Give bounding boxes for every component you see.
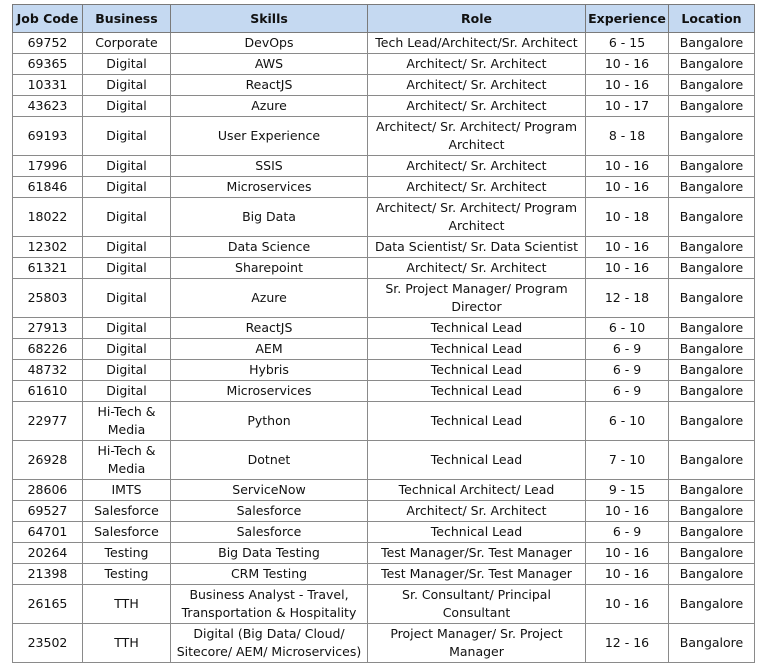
cell-job-code: 10331 (13, 75, 83, 96)
cell-job-code: 27913 (13, 318, 83, 339)
table-row (13, 198, 755, 237)
header-location: Location (669, 5, 755, 33)
cell-business: Digital (83, 381, 171, 402)
cell-job-code: 22977 (13, 402, 83, 441)
cell-experience: 10 - 16 (586, 258, 669, 279)
cell-experience: 10 - 16 (586, 237, 669, 258)
cell-skills: ReactJS (171, 318, 368, 339)
cell-role: Project Manager/ Sr. Project Manager (368, 624, 586, 663)
cell-business: TTH (83, 624, 171, 663)
cell-job-code: 61846 (13, 177, 83, 198)
cell-role: Technical Lead (368, 360, 586, 381)
cell-role: Tech Lead/Architect/Sr. Architect (368, 33, 586, 54)
table-row (13, 54, 755, 75)
cell-business: Digital (83, 279, 171, 318)
cell-skills: Business Analyst - Travel, Transportation & Hospitality (171, 585, 368, 624)
header-row (13, 5, 755, 33)
table-row (13, 522, 755, 543)
cell-job-code: 21398 (13, 564, 83, 585)
cell-business: Digital (83, 96, 171, 117)
cell-role: Technical Lead (368, 381, 586, 402)
table-row (13, 156, 755, 177)
cell-business: Digital (83, 156, 171, 177)
cell-skills: Digital (Big Data/ Cloud/ Sitecore/ AEM/ Microservices) (171, 624, 368, 663)
cell-skills: Azure (171, 96, 368, 117)
cell-skills: SSIS (171, 156, 368, 177)
cell-skills: Big Data Testing (171, 543, 368, 564)
cell-business: Hi-Tech & Media (83, 441, 171, 480)
cell-location: Bangalore (669, 381, 755, 402)
cell-location: Bangalore (669, 54, 755, 75)
cell-job-code: 43623 (13, 96, 83, 117)
cell-business: Digital (83, 237, 171, 258)
cell-experience: 10 - 16 (586, 156, 669, 177)
cell-role: Technical Lead (368, 402, 586, 441)
cell-business: Digital (83, 117, 171, 156)
cell-skills: DevOps (171, 33, 368, 54)
cell-job-code: 68226 (13, 339, 83, 360)
cell-role: Sr. Consultant/ Principal Consultant (368, 585, 586, 624)
table-row (13, 318, 755, 339)
cell-location: Bangalore (669, 543, 755, 564)
cell-location: Bangalore (669, 177, 755, 198)
cell-business: Hi-Tech & Media (83, 402, 171, 441)
cell-skills: Microservices (171, 177, 368, 198)
table-row (13, 339, 755, 360)
cell-role: Architect/ Sr. Architect (368, 501, 586, 522)
table-row (13, 75, 755, 96)
cell-job-code: 25803 (13, 279, 83, 318)
table-row (13, 117, 755, 156)
cell-role: Architect/ Sr. Architect/ Program Architect (368, 117, 586, 156)
cell-skills: Python (171, 402, 368, 441)
cell-skills: Salesforce (171, 501, 368, 522)
cell-experience: 10 - 16 (586, 564, 669, 585)
cell-role: Architect/ Sr. Architect (368, 156, 586, 177)
cell-job-code: 69527 (13, 501, 83, 522)
cell-skills: Sharepoint (171, 258, 368, 279)
cell-experience: 10 - 16 (586, 543, 669, 564)
cell-business: Digital (83, 339, 171, 360)
cell-role: Architect/ Sr. Architect (368, 96, 586, 117)
cell-experience: 9 - 15 (586, 480, 669, 501)
cell-job-code: 69193 (13, 117, 83, 156)
cell-location: Bangalore (669, 117, 755, 156)
cell-role: Technical Lead (368, 339, 586, 360)
table-row (13, 237, 755, 258)
cell-business: TTH (83, 585, 171, 624)
cell-job-code: 69752 (13, 33, 83, 54)
cell-experience: 10 - 16 (586, 585, 669, 624)
cell-location: Bangalore (669, 624, 755, 663)
cell-experience: 8 - 18 (586, 117, 669, 156)
table-row (13, 279, 755, 318)
header-skills: Skills (171, 5, 368, 33)
cell-business: Testing (83, 564, 171, 585)
cell-business: Digital (83, 360, 171, 381)
cell-role: Architect/ Sr. Architect/ Program Architect (368, 198, 586, 237)
cell-experience: 10 - 16 (586, 75, 669, 96)
cell-role: Architect/ Sr. Architect (368, 258, 586, 279)
cell-skills: Big Data (171, 198, 368, 237)
cell-location: Bangalore (669, 198, 755, 237)
cell-business: Salesforce (83, 501, 171, 522)
cell-skills: Azure (171, 279, 368, 318)
cell-skills: Salesforce (171, 522, 368, 543)
cell-experience: 6 - 9 (586, 522, 669, 543)
cell-location: Bangalore (669, 339, 755, 360)
cell-business: Digital (83, 75, 171, 96)
cell-job-code: 23502 (13, 624, 83, 663)
cell-location: Bangalore (669, 585, 755, 624)
cell-experience: 10 - 17 (586, 96, 669, 117)
cell-job-code: 28606 (13, 480, 83, 501)
cell-job-code: 69365 (13, 54, 83, 75)
table-row (13, 177, 755, 198)
table-row (13, 258, 755, 279)
cell-location: Bangalore (669, 279, 755, 318)
cell-role: Technical Lead (368, 522, 586, 543)
cell-location: Bangalore (669, 480, 755, 501)
cell-business: Digital (83, 258, 171, 279)
cell-role: Architect/ Sr. Architect (368, 75, 586, 96)
cell-job-code: 20264 (13, 543, 83, 564)
cell-skills: Hybris (171, 360, 368, 381)
cell-experience: 6 - 9 (586, 360, 669, 381)
table-row (13, 480, 755, 501)
cell-experience: 12 - 16 (586, 624, 669, 663)
cell-experience: 7 - 10 (586, 441, 669, 480)
cell-business: Digital (83, 198, 171, 237)
header-experience: Experience (586, 5, 669, 33)
cell-location: Bangalore (669, 564, 755, 585)
cell-location: Bangalore (669, 501, 755, 522)
cell-skills: Data Science (171, 237, 368, 258)
cell-experience: 12 - 18 (586, 279, 669, 318)
cell-role: Technical Lead (368, 318, 586, 339)
table-row (13, 360, 755, 381)
table-row (13, 543, 755, 564)
cell-experience: 6 - 9 (586, 339, 669, 360)
cell-business: Digital (83, 177, 171, 198)
cell-experience: 10 - 16 (586, 501, 669, 522)
cell-job-code: 64701 (13, 522, 83, 543)
cell-skills: Dotnet (171, 441, 368, 480)
cell-skills: CRM Testing (171, 564, 368, 585)
cell-skills: AEM (171, 339, 368, 360)
cell-business: Corporate (83, 33, 171, 54)
header-business: Business (83, 5, 171, 33)
cell-business: Testing (83, 543, 171, 564)
cell-location: Bangalore (669, 75, 755, 96)
cell-business: IMTS (83, 480, 171, 501)
cell-skills: User Experience (171, 117, 368, 156)
cell-experience: 10 - 16 (586, 54, 669, 75)
cell-role: Architect/ Sr. Architect (368, 177, 586, 198)
cell-location: Bangalore (669, 360, 755, 381)
cell-location: Bangalore (669, 318, 755, 339)
cell-job-code: 61610 (13, 381, 83, 402)
cell-experience: 10 - 16 (586, 177, 669, 198)
table-row (13, 564, 755, 585)
cell-location: Bangalore (669, 33, 755, 54)
cell-skills: ReactJS (171, 75, 368, 96)
cell-location: Bangalore (669, 258, 755, 279)
cell-role: Technical Lead (368, 441, 586, 480)
cell-job-code: 61321 (13, 258, 83, 279)
cell-role: Sr. Project Manager/ Program Director (368, 279, 586, 318)
cell-job-code: 17996 (13, 156, 83, 177)
cell-location: Bangalore (669, 156, 755, 177)
cell-business: Salesforce (83, 522, 171, 543)
cell-experience: 6 - 10 (586, 318, 669, 339)
cell-experience: 10 - 18 (586, 198, 669, 237)
cell-job-code: 26165 (13, 585, 83, 624)
cell-role: Data Scientist/ Sr. Data Scientist (368, 237, 586, 258)
cell-experience: 6 - 10 (586, 402, 669, 441)
cell-business: Digital (83, 318, 171, 339)
table-row (13, 624, 755, 663)
header-job-code: Job Code (13, 5, 83, 33)
jobs-table (12, 4, 755, 663)
cell-skills: Microservices (171, 381, 368, 402)
cell-experience: 6 - 9 (586, 381, 669, 402)
cell-experience: 6 - 15 (586, 33, 669, 54)
table-row (13, 501, 755, 522)
table-row (13, 96, 755, 117)
table-row (13, 441, 755, 480)
cell-location: Bangalore (669, 402, 755, 441)
cell-location: Bangalore (669, 522, 755, 543)
cell-job-code: 18022 (13, 198, 83, 237)
cell-skills: ServiceNow (171, 480, 368, 501)
cell-job-code: 12302 (13, 237, 83, 258)
table-row (13, 402, 755, 441)
cell-job-code: 48732 (13, 360, 83, 381)
cell-role: Architect/ Sr. Architect (368, 54, 586, 75)
table-row (13, 33, 755, 54)
cell-job-code: 26928 (13, 441, 83, 480)
header-role: Role (368, 5, 586, 33)
cell-role: Test Manager/Sr. Test Manager (368, 543, 586, 564)
cell-role: Technical Architect/ Lead (368, 480, 586, 501)
cell-location: Bangalore (669, 441, 755, 480)
cell-business: Digital (83, 54, 171, 75)
cell-location: Bangalore (669, 96, 755, 117)
cell-role: Test Manager/Sr. Test Manager (368, 564, 586, 585)
table-row (13, 585, 755, 624)
cell-location: Bangalore (669, 237, 755, 258)
table-row (13, 381, 755, 402)
cell-skills: AWS (171, 54, 368, 75)
